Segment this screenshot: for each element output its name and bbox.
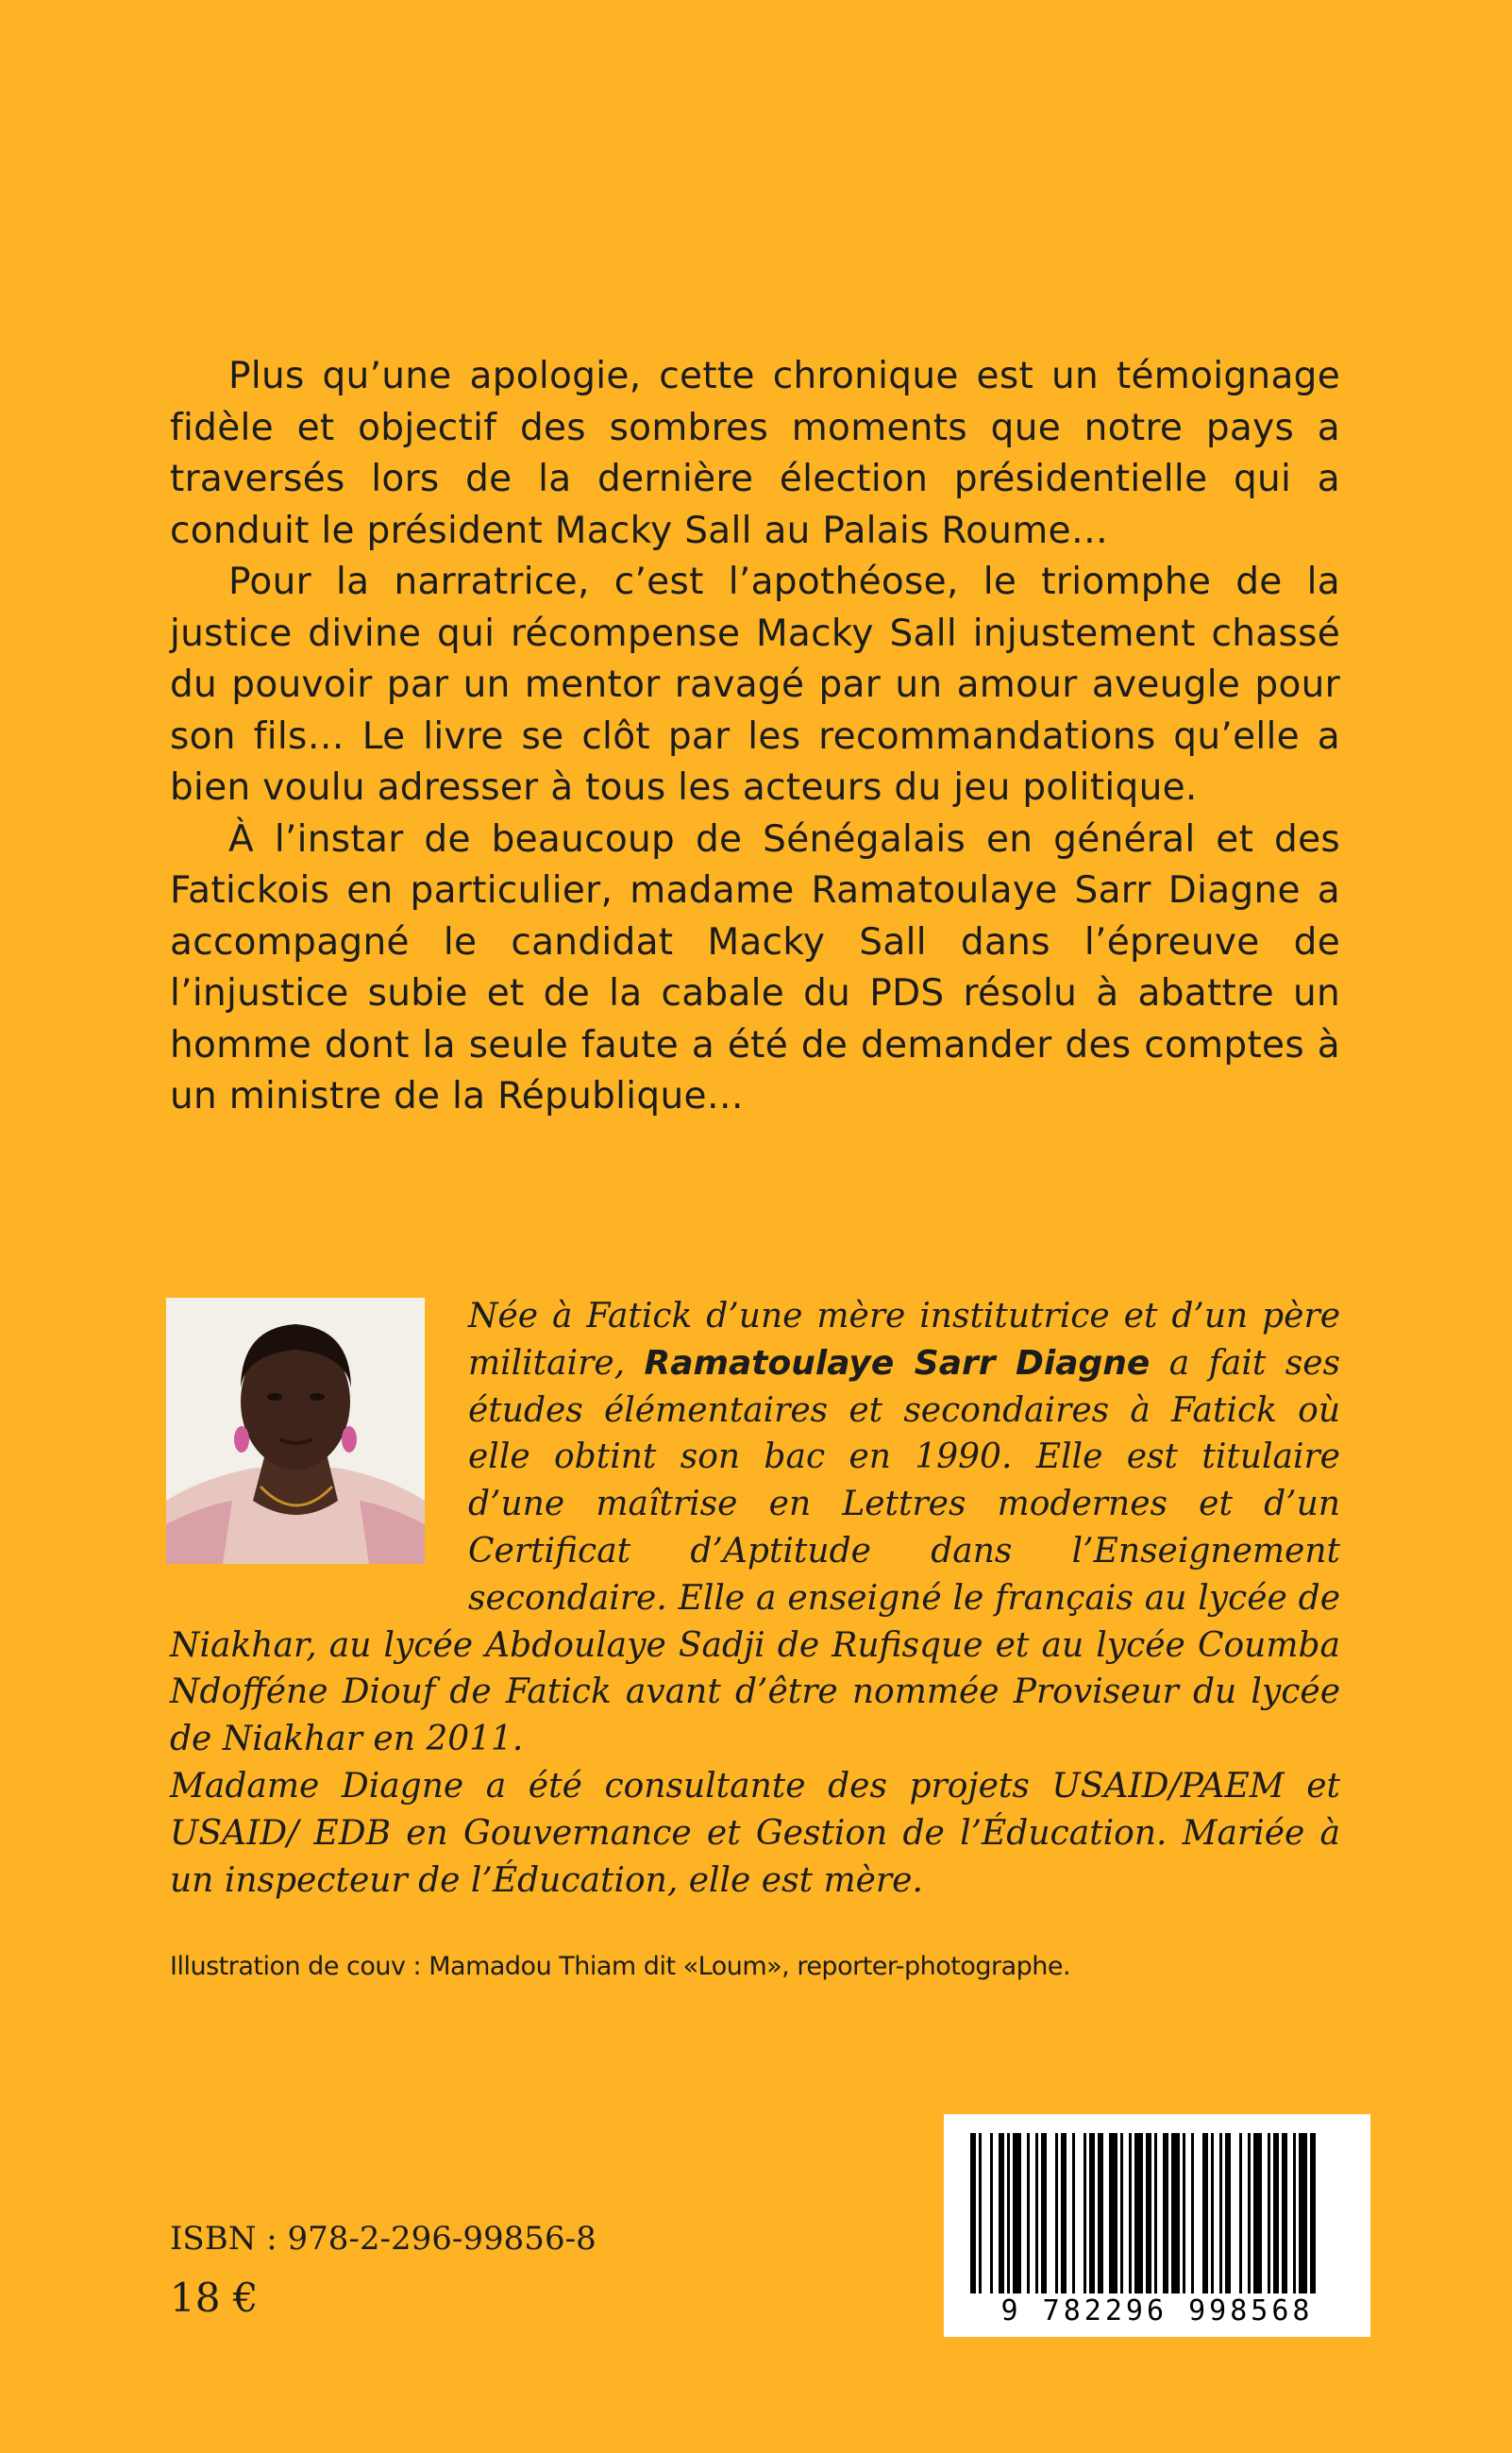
bio-paragraph-second: Madame Diagne a été consultante des projets USAID/PAEM et USAID/ EDB en Gouvernance et Gestion de l’Éducation. Mariée à un inspecteur de l’Éducation, elle est mère.: [170, 1766, 1340, 1900]
barcode-bar: [1163, 2133, 1168, 2293]
blurb-text: [170, 351, 1340, 1123]
bio-body: a fait ses études élémentaires et secondaires à Fatick où elle obtint son bac en 1990. Elle est titulaire d’une maîtrise en Lettres modernes et d’un Certificat d’Aptitude dans l’Enseignement secondaire. Elle a enseigné le français au lycée de Niakhar, au lycée Abdoulaye Sadji de Rufisque et au lycée Coumba Ndofféne Diouf de Fatick avant d’être nommée Proviseur du lycée de Niakhar en 2011.: [170, 1343, 1340, 1759]
bio-intro: Née à Fatick d’une mère institutrice et d’un père militaire,: [468, 1297, 1340, 1383]
barcode-image: [944, 2114, 1370, 2337]
barcode-bar: [1299, 2133, 1307, 2293]
barcode-bar: [1191, 2133, 1194, 2293]
author-bio: [170, 1293, 1340, 1904]
barcode-bar: [1248, 2133, 1251, 2293]
blurb-paragraph: Plus qu’une apologie, cette chronique est un témoignage fidèle et objectif des sombres moments que notre pays a traversés lors de la dernière élection présidentielle qui a conduit le président Macky Sall au Palais Roume…: [170, 355, 1340, 552]
blurb-paragraph: À l’instar de beaucoup de Sénégalais en général et des Fatickois en particulier, madame Ramatoulaye Sarr Diagne a accompagné le candidat Macky Sall dans l’épreuve de l’injustice subie et de la cabale du PDS résolu à abattre un homme dont la seule faute a été de demander des comptes à un ministre de la République…: [170, 817, 1340, 1117]
barcode-bar: [1129, 2133, 1132, 2293]
barcode-bar: [970, 2133, 976, 2293]
barcode-bar: [1293, 2133, 1296, 2293]
cover-illustration-credit: Illustration de couv : Mamadou Thiam dit «Loum», reporter-photographe.: [170, 1952, 1071, 1981]
barcode-bar: [1268, 2133, 1270, 2293]
barcode-bar: [1225, 2133, 1231, 2293]
barcode-bar: [1310, 2133, 1316, 2293]
barcode-bar: [1027, 2133, 1030, 2293]
barcode-bar: [1134, 2133, 1143, 2293]
barcode-bar: [1055, 2133, 1058, 2293]
barcode-bar: [1253, 2133, 1262, 2293]
barcode-bar: [1098, 2133, 1103, 2293]
blurb-paragraph: Pour la narratrice, c’est l’apothéose, le triomphe de la justice divine qui récompense Macky Sall injustement chassé du pouvoir par un mentor ravagé par un amour aveugle pour son fils… Le livre se clôt par les recommandations qu’elle a bien voulu adresser à tous les acteurs du jeu politique.: [170, 561, 1340, 809]
barcode-bar: [979, 2133, 982, 2293]
barcode-bar: [999, 2133, 1004, 2293]
barcode-bar: [1154, 2133, 1157, 2293]
barcode-digits: 9 782296 998568: [1000, 2294, 1314, 2327]
author-name: Ramatoulaye Sarr Diagne: [644, 1343, 1151, 1383]
barcode: [944, 2114, 1370, 2337]
barcode-bar: [1072, 2133, 1075, 2293]
isbn: ISBN : 978-2-296-99856-8: [170, 2220, 596, 2258]
barcode-bar: [1183, 2133, 1185, 2293]
barcode-bar: [1219, 2133, 1222, 2293]
barcode-bar: [1084, 2133, 1086, 2293]
barcode-bar: [990, 2133, 993, 2293]
barcode-bar: [1171, 2133, 1180, 2293]
barcode-bar: [1120, 2133, 1123, 2293]
price: 18 €: [170, 2275, 259, 2321]
barcode-bar: [1109, 2133, 1117, 2293]
barcode-bar: [1202, 2133, 1208, 2293]
photo-spacer: [170, 1293, 468, 1620]
barcode-bar: [1061, 2133, 1067, 2293]
barcode-bar: [1282, 2133, 1287, 2293]
barcode-bar: [1273, 2133, 1279, 2293]
barcode-bar: [1239, 2133, 1242, 2293]
barcode-bar: [1211, 2133, 1214, 2293]
barcode-bar: [1013, 2133, 1021, 2293]
barcode-bar: [1089, 2133, 1095, 2293]
barcode-bar: [1007, 2133, 1010, 2293]
barcode-bar: [1041, 2133, 1047, 2293]
barcode-bar: [1035, 2133, 1038, 2293]
barcode-bar: [1146, 2133, 1151, 2293]
